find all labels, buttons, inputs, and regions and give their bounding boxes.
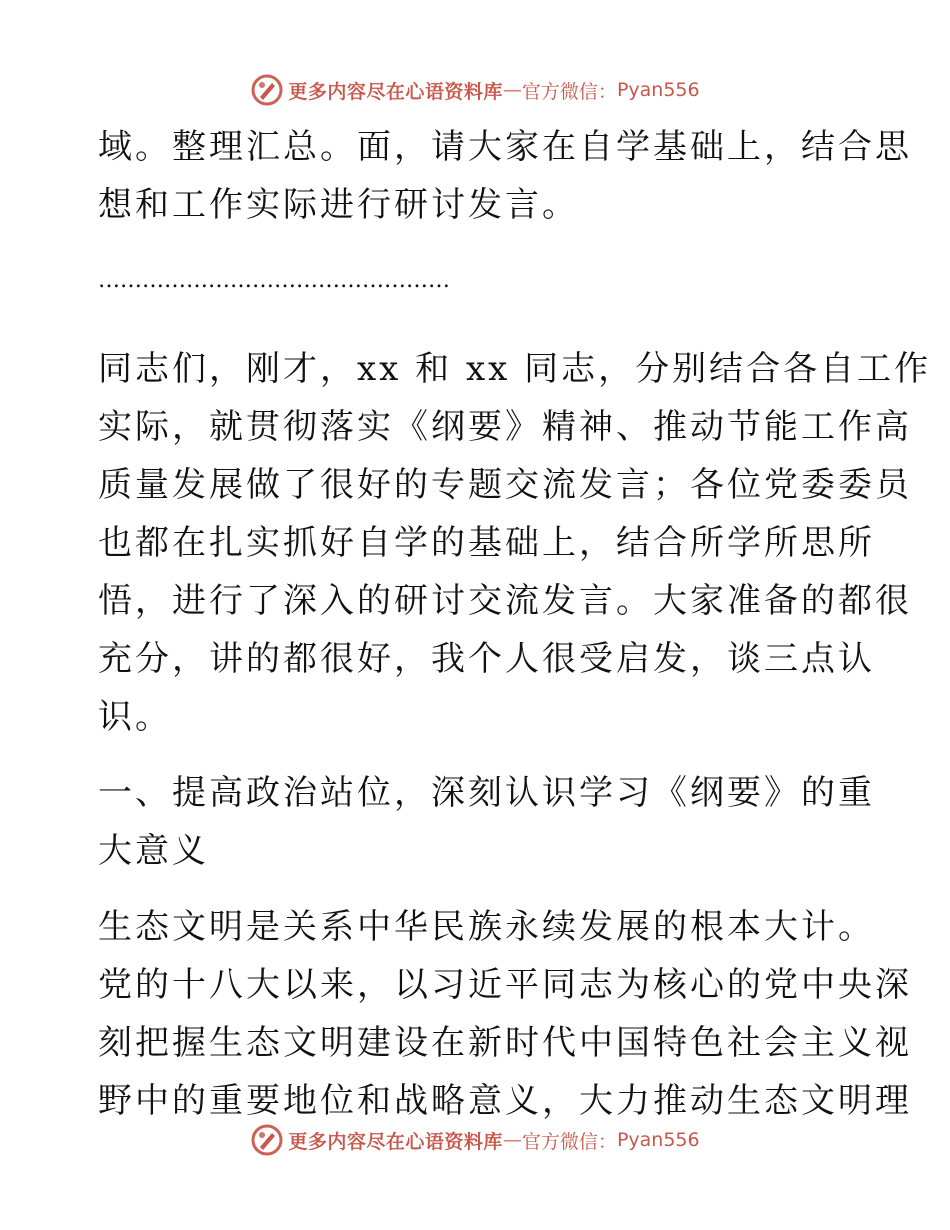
header-wechat-label: 官方微信： <box>521 80 617 103</box>
text-line: 也都在扎实抓好自学的基础上，结合所学所思所 <box>98 523 875 563</box>
text-line: 悟，进行了深入的研讨交流发言。大家准备的都很 <box>98 581 912 621</box>
text-line: 同志们，刚才，xx 和 xx 同志，分别结合各自工作 <box>98 349 932 389</box>
brand-logo-icon <box>250 73 284 107</box>
text-line: 想和工作实际进行研讨发言。 <box>98 185 579 225</box>
brand-logo-icon <box>250 1123 284 1157</box>
text-line: 党的十八大以来，以习近平同志为核心的党中央深 <box>98 965 912 1005</box>
text-line: 刻把握生态文明建设在新时代中国特色社会主义视 <box>98 1023 912 1063</box>
paragraph-continuation <box>98 118 912 234</box>
footer-wechat-id: Pyan556 <box>616 1129 700 1151</box>
header-wechat-id: Pyan556 <box>616 79 700 101</box>
text-line: 充分，讲的都很好，我个人很受启发，谈三点认 <box>98 639 875 679</box>
header-brand-text: 更多内容尽在心语资料库 <box>288 80 503 103</box>
header-separator: — <box>502 79 522 101</box>
text-line: 域。整理汇总。面，请大家在自学基础上，结合思 <box>98 127 912 167</box>
heading-line: 大意义 <box>98 831 209 871</box>
ellipsis-divider <box>98 252 858 310</box>
header-banner <box>0 70 950 110</box>
text-line: 识。 <box>98 697 172 737</box>
paragraph-intro <box>98 340 932 746</box>
text-line: 质量发展做了很好的专题交流发言；各位党委委员 <box>98 465 912 505</box>
footer-brand-text: 更多内容尽在心语资料库 <box>288 1130 503 1153</box>
heading-line: 一、提高政治站位，深刻认识学习《纲要》的重 <box>98 773 875 813</box>
ellipsis-line: ………………………………………… <box>98 268 450 293</box>
footer-separator: — <box>502 1129 522 1151</box>
section-heading-1 <box>98 764 875 880</box>
footer-wechat-label: 官方微信： <box>521 1130 617 1153</box>
text-line: 野中的重要地位和战略意义，大力推动生态文明理 <box>98 1081 912 1121</box>
text-line: 生态文明是关系中华民族永续发展的根本大计。 <box>98 907 875 947</box>
text-line: 实际，就贯彻落实《纲要》精神、推动节能工作高 <box>98 407 912 447</box>
document-body <box>98 118 932 1130</box>
footer-banner <box>0 1120 950 1160</box>
paragraph-ecology <box>98 898 912 1130</box>
